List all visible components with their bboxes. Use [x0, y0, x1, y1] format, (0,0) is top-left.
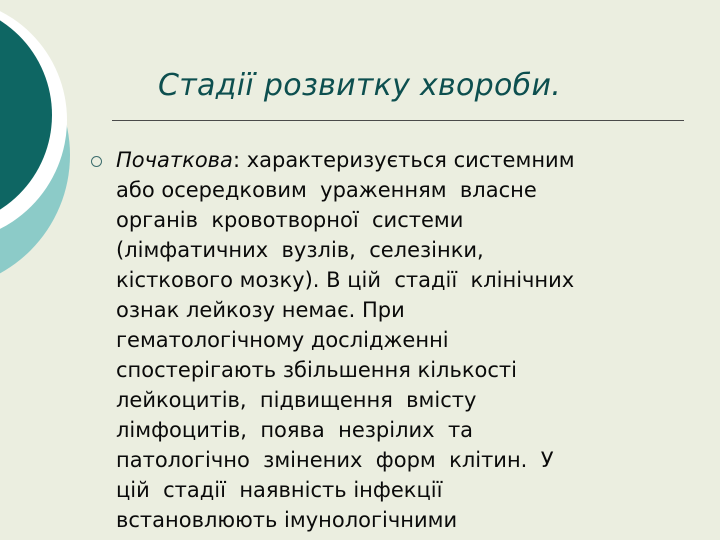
text-line-4: (лімфатичних вузлів, селезінки, — [116, 238, 484, 262]
text-line-9: лейкоцитів, підвищення вмісту — [116, 388, 477, 412]
text-line-1 — [116, 145, 684, 175]
bullet-paragraph — [116, 145, 684, 535]
text-line-6: ознак лейкозу немає. При — [116, 298, 405, 322]
text-line-2: або осередковим ураженням власне — [116, 178, 537, 202]
text-line-7: гематологічному дослідженні — [116, 328, 449, 352]
title-divider — [112, 120, 684, 121]
term-label: Початкова — [116, 148, 233, 172]
text-line-13: встановлюють імунологічними — [116, 508, 458, 532]
slide-title: Стадії розвитку хвороби. — [158, 68, 562, 103]
text-line-8: спостерігають збільшення кількості — [116, 358, 517, 382]
text-line-12: цій стадії наявність інфекції — [116, 478, 443, 502]
text-line-1-rest: : характеризується системним — [232, 148, 575, 172]
text-line-10: лімфоцитів, поява незрілих та — [116, 418, 474, 442]
text-line-3: органів кровотворної системи — [116, 208, 464, 232]
bullet-circle-icon — [91, 156, 102, 167]
text-line-5: кісткового мозку). В цій стадії клінічних — [116, 268, 575, 292]
text-line-11: патологічно змінених форм клітин. У — [116, 448, 554, 472]
